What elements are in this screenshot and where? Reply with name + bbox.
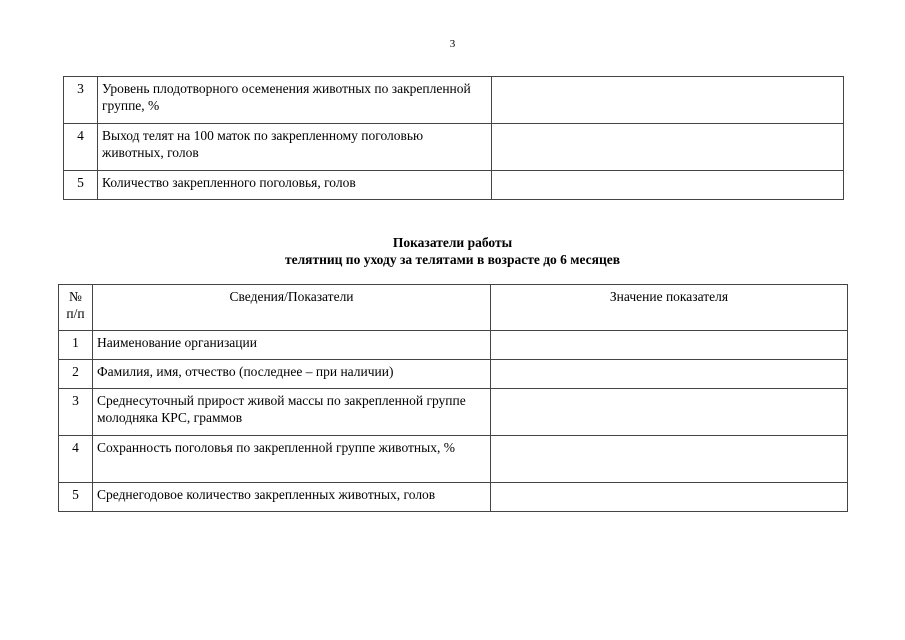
indicator-value-cell[interactable] <box>492 171 844 200</box>
table-header-row <box>59 285 848 331</box>
table-row <box>59 436 848 483</box>
header-number <box>59 285 93 331</box>
table-row <box>59 483 848 512</box>
section-title-line-1: Показатели работы <box>392 235 513 250</box>
page-number: 3 <box>449 38 456 50</box>
indicator-value-cell[interactable] <box>491 360 848 389</box>
indicator-value-cell[interactable] <box>491 331 848 360</box>
row-number: 4 <box>59 436 93 483</box>
indicator-text: Среднесуточный прирост живой массы по закрепленной группе молодняка КРС, граммов <box>93 389 491 436</box>
indicator-text: Среднегодовое количество закрепленных животных, голов <box>93 483 491 512</box>
indicator-text: Наименование организации <box>93 331 491 360</box>
table-row <box>64 171 844 200</box>
row-number: 5 <box>59 483 93 512</box>
indicator-text: Уровень плодотворного осеменения животных по закрепленной группе, % <box>98 77 492 124</box>
row-number: 3 <box>64 77 98 124</box>
table-row <box>64 124 844 171</box>
indicator-value-cell[interactable] <box>492 77 844 124</box>
table-row <box>64 77 844 124</box>
indicator-value-cell[interactable] <box>492 124 844 171</box>
table-row <box>59 389 848 436</box>
row-number: 2 <box>59 360 93 389</box>
indicator-value-cell[interactable] <box>491 389 848 436</box>
header-info: Сведения/Показатели <box>93 285 491 331</box>
indicator-text: Количество закрепленного поголовья, голов <box>98 171 492 200</box>
header-number-line-1: № <box>69 289 82 304</box>
indicator-text: Фамилия, имя, отчество (последнее – при наличии) <box>93 360 491 389</box>
row-number: 4 <box>64 124 98 171</box>
indicator-value-cell[interactable] <box>491 483 848 512</box>
table-row <box>59 331 848 360</box>
indicators-table-continued <box>63 76 844 200</box>
header-number-line-2: п/п <box>66 306 85 321</box>
indicator-text: Сохранность поголовья по закрепленной группе животных, % <box>93 436 491 483</box>
section-title <box>0 234 905 268</box>
indicator-text: Выход телят на 100 маток по закрепленному поголовью животных, голов <box>98 124 492 171</box>
header-value: Значение показателя <box>491 285 848 331</box>
table-row <box>59 360 848 389</box>
indicator-value-cell[interactable] <box>491 436 848 483</box>
section-title-line-2: телятниц по уходу за телятами в возрасте до 6 месяцев <box>284 252 621 267</box>
row-number: 1 <box>59 331 93 360</box>
calf-care-indicators-table <box>58 284 848 512</box>
row-number: 3 <box>59 389 93 436</box>
row-number: 5 <box>64 171 98 200</box>
